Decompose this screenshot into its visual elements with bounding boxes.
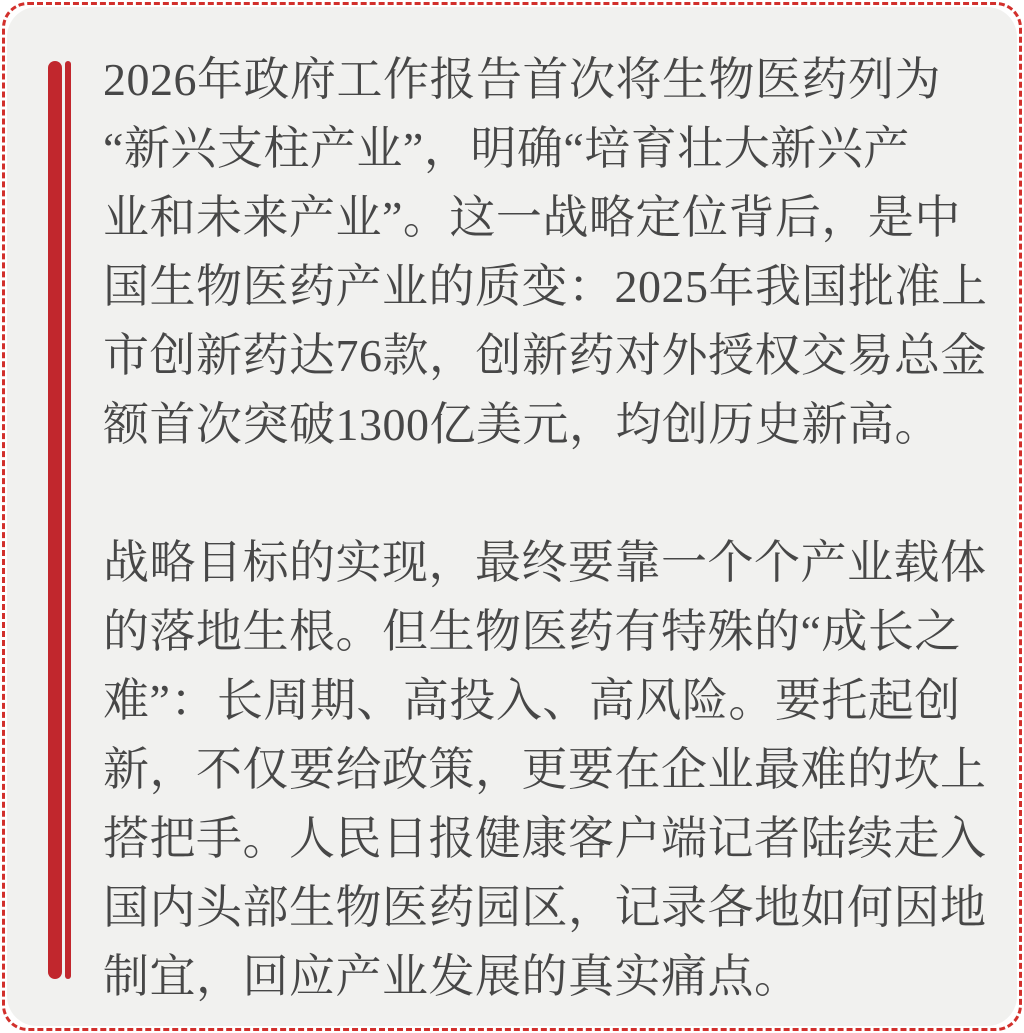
paragraph-1 xyxy=(103,45,989,459)
text-line: 搭把手。人民日报健康客户端记者陆续走入 xyxy=(103,813,987,864)
text-line: 的落地生根。但生物医药有特殊的“成长之 xyxy=(103,606,961,657)
article-card xyxy=(7,7,1017,1026)
text-line: 市创新药达76款，创新药对外授权交易总金 xyxy=(103,330,987,381)
article-body xyxy=(103,45,989,1011)
text-line: 2026年政府工作报告首次将生物医药列为 xyxy=(103,54,941,105)
quote-accent-bar-thick xyxy=(48,61,62,979)
text-line: 战略目标的实现，最终要靠一个个产业载体 xyxy=(103,537,987,588)
text-line: “新兴支柱产业”，明确“培育壮大新兴产 xyxy=(103,123,910,174)
text-line: 额首次突破1300亿美元，均创历史新高。 xyxy=(103,399,941,450)
text-line: 业和未来产业”。这一战略定位背后，是中 xyxy=(103,192,961,243)
text-line: 新，不仅要给政策，更要在企业最难的坎上 xyxy=(103,744,987,795)
text-line: 难”：长周期、高投入、高风险。要托起创 xyxy=(103,675,961,726)
text-line: 制宜，回应产业发展的真实痛点。 xyxy=(103,951,801,1002)
text-line: 国内头部生物医药园区，记录各地如何因地 xyxy=(103,882,987,933)
text-line: 国生物医药产业的质变：2025年我国批准上 xyxy=(103,261,988,312)
quote-accent-bar-thin xyxy=(65,61,71,979)
paragraph-2 xyxy=(103,528,989,1011)
